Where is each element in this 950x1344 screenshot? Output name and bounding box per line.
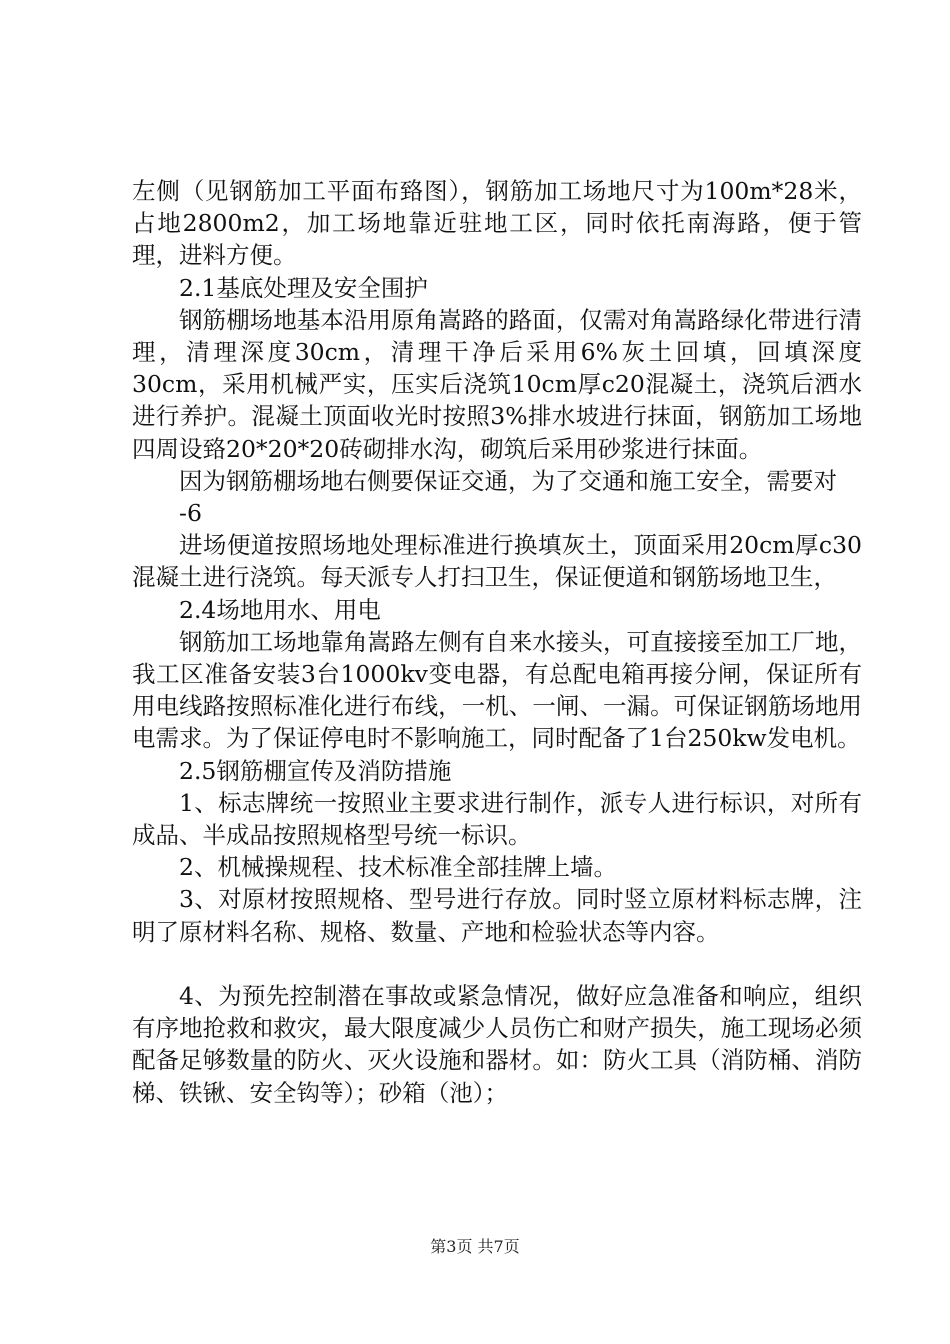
section-heading-2-1: 2.1基底处理及安全围护 bbox=[179, 273, 428, 302]
list-item-1: 1、标志牌统一按照业主要求进行制作，派专人进行标识，对所有成品、半成品按照规格型号统一标识。 bbox=[132, 788, 862, 850]
list-item-2: 2、机械操规程、技术标准全部挂牌上墙。 bbox=[179, 853, 617, 882]
page-number-footer: 第3页 共7页 bbox=[430, 1237, 520, 1256]
section-heading-2-5: 2.5钢筋棚宣传及消防措施 bbox=[179, 756, 452, 785]
list-item-4: 4、为预先控制潜在事故或紧急情况，做好应急准备和响应，组织有序地抢救和救灾，最大限度减少人员伤亡和财产损失，施工现场必须配备足够数量的防火、灭火设施和器材。如：防火工具（消防桶、消防梯、铁锹、安全钩等）；砂箱（池）； bbox=[132, 982, 862, 1107]
paragraph-gap bbox=[132, 948, 862, 980]
page-break-marker: -6 bbox=[179, 499, 202, 528]
paragraph-traffic-safety: 因为钢筋棚场地右侧要保证交通，为了交通和施工安全，需要对 bbox=[179, 466, 837, 495]
list-item-3: 3、对原材按照规格、型号进行存放。同时竖立原材料标志牌，注明了原材料名称、规格、数量、产地和检验状态等内容。 bbox=[132, 885, 862, 946]
paragraph-site-layout: 左侧（见钢筋加工平面布臵图），钢筋加工场地尺寸为100m*28米，占地2800m2，加工场地靠近驻地工区，同时依托南海路，便于管理，进料方便。 bbox=[132, 177, 862, 270]
paragraph-access-road: 进场便道按照场地处理标准进行换填灰土，顶面采用20cm厚c30混凝土进行浇筑。每天派专人打扫卫生，保证便道和钢筋场地卫生， bbox=[132, 531, 862, 592]
paragraph-base-treatment: 钢筋棚场地基本沿用原角嵩路的路面，仅需对角嵩路绿化带进行清理，清理深度30cm，清理干净后采用6%灰土回填，回填深度30cm，采用机械严实，压实后浇筑10cm厚c20混凝土，浇筑后洒水进行养护。混凝土顶面收光时按照3%排水坡进行抹面，钢筋加工场地四周设臵20*20*20砖砌排水沟，砌筑后采用砂浆进行抹面。 bbox=[132, 305, 862, 463]
document-body bbox=[132, 175, 862, 1109]
section-heading-2-4: 2.4场地用水、用电 bbox=[179, 595, 381, 624]
paragraph-water-power: 钢筋加工场地靠角嵩路左侧有自来水接头，可直接接至加工厂地，我工区准备安装3台1000kv变电器，有总配电箱再接分闸，保证所有用电线路按照标准化进行布线，一机、一闸、一漏。可保证钢筋场地用电需求。为了保证停电时不影响施工，同时配备了1台250kw发电机。 bbox=[132, 627, 862, 753]
